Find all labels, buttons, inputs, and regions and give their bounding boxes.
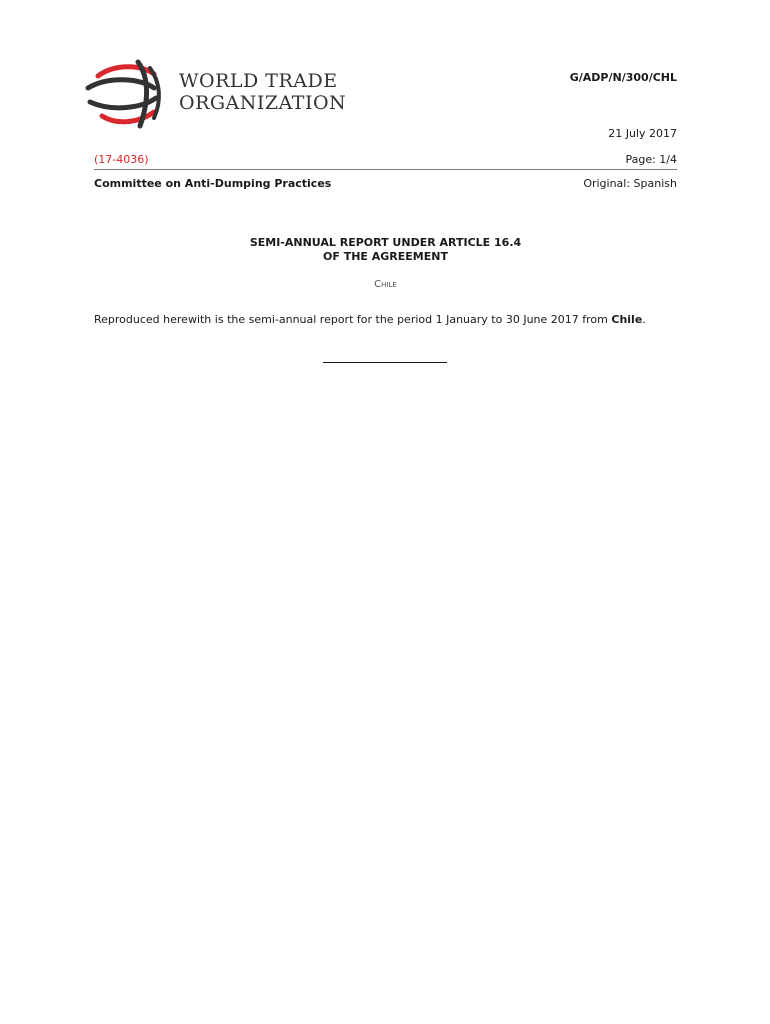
page-number: Page: 1/4 [625, 153, 677, 166]
header-divider [94, 169, 677, 170]
original-language: Original: Spanish [583, 177, 677, 190]
report-title-line2: OF THE AGREEMENT [323, 250, 448, 263]
organization-name-line2: ORGANIZATION [179, 92, 347, 114]
organization-name-line1: WORLD TRADE [179, 70, 338, 92]
report-body-text: Reproduced herewith is the semi-annual report for the period 1 January to 30 June 2017 from [94, 313, 612, 326]
document-reference: (17-4036) [94, 153, 149, 166]
end-divider [323, 362, 447, 363]
report-body-end: . [642, 313, 646, 326]
document-date: 21 July 2017 [608, 127, 677, 140]
committee-name: Committee on Anti-Dumping Practices [94, 177, 332, 190]
report-title-line1: SEMI-ANNUAL REPORT UNDER ARTICLE 16.4 [249, 236, 522, 249]
report-country: Chile [374, 279, 397, 290]
wto-logo [84, 58, 347, 132]
report-body [94, 313, 677, 327]
organization-name [179, 70, 346, 114]
report-body-country: Chile [611, 313, 643, 326]
wto-logo-icon [84, 58, 168, 132]
document-symbol: G/ADP/N/300/CHL [569, 71, 677, 84]
report-title [94, 236, 677, 264]
